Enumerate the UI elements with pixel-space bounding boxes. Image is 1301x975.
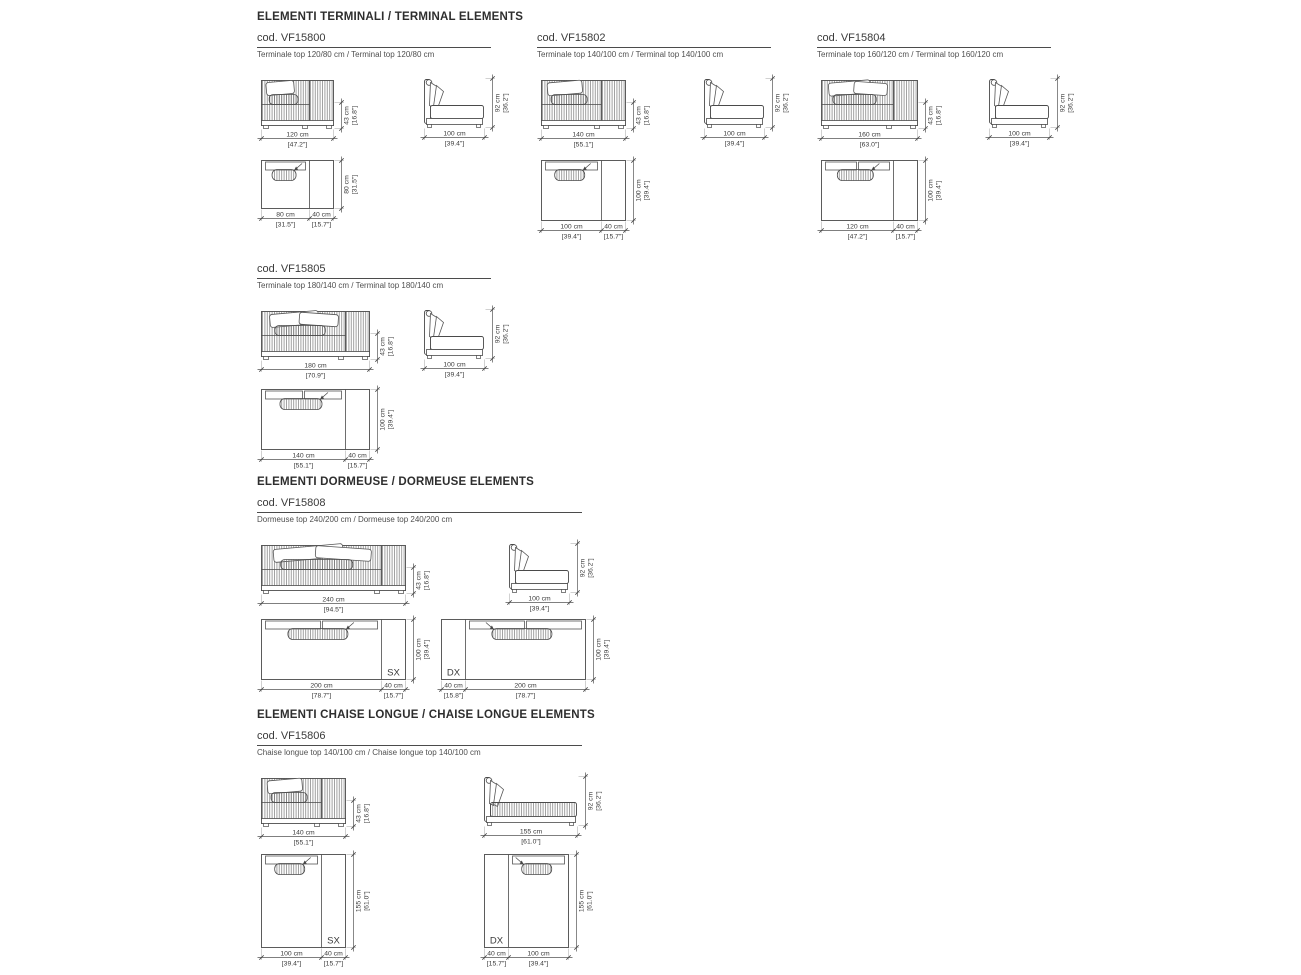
front-view-drawing <box>257 307 399 388</box>
plan-view-drawing <box>257 156 363 241</box>
product-subtitle: Terminale top 180/140 cm / Terminal top 180/140 cm <box>257 281 444 290</box>
divider-rule <box>257 47 491 48</box>
foot <box>399 591 404 594</box>
plan-view-svg <box>257 385 399 477</box>
dimension-label: 200 cm <box>310 682 333 690</box>
vertical-dimension <box>627 99 651 133</box>
foot <box>570 823 574 826</box>
vertical-dimension <box>371 386 395 454</box>
plan-view-drawing <box>537 156 655 253</box>
dimension-label: [78.7"] <box>311 692 332 700</box>
dimension-label: 200 cm <box>514 682 537 690</box>
plan-view-dx-drawing <box>437 615 615 712</box>
foot <box>477 125 481 128</box>
horizontal-dimension <box>258 210 338 229</box>
dimension-label: [47.2"] <box>847 233 868 241</box>
dimension-label: [39.4"] <box>528 960 549 968</box>
side-view-svg <box>985 72 1079 152</box>
vertical-dimension <box>407 564 431 598</box>
foot <box>488 823 492 826</box>
front-view-svg <box>257 541 435 617</box>
plan-view-svg <box>257 850 375 975</box>
bolster-cushion <box>288 629 348 640</box>
dimension-label: [16.8"] <box>643 105 651 126</box>
dimension-label: 40 cm <box>324 950 343 958</box>
horizontal-dimension <box>538 222 630 241</box>
foot <box>363 357 368 360</box>
bolster-cushion <box>833 95 876 105</box>
horizontal-dimension <box>258 828 350 847</box>
foot <box>315 824 320 827</box>
back-cushion <box>266 621 321 629</box>
foot <box>327 126 332 129</box>
bolster-cushion <box>281 560 353 570</box>
plan-view-svg <box>480 850 598 975</box>
base-plinth <box>707 119 763 125</box>
dimension-label: [15.7"] <box>311 221 332 229</box>
dimension-label: 120 cm <box>846 223 869 231</box>
horizontal-dimension <box>438 681 590 700</box>
vertical-dimension <box>347 797 371 831</box>
dimension-label: 155 cm <box>519 828 543 836</box>
foot <box>824 126 829 129</box>
dimension-label: [61.0"] <box>586 891 594 911</box>
plan-view-sx-drawing <box>257 615 435 712</box>
vertical-dimension <box>766 75 790 132</box>
dimension-label: [16.8"] <box>387 336 395 357</box>
dimension-label: 240 cm <box>322 596 345 604</box>
dimension-label: 43 cm <box>379 337 387 356</box>
dimension-label: 40 cm <box>896 223 915 231</box>
divider-rule <box>257 278 491 279</box>
vertical-dimension <box>335 157 359 213</box>
dimension-label: 100 cm <box>560 223 583 231</box>
bolster-cushion <box>269 95 298 105</box>
dimension-label: [39.4"] <box>561 233 582 241</box>
vertical-dimension <box>407 616 431 684</box>
base-plinth <box>427 350 483 356</box>
foot <box>264 126 269 129</box>
foot <box>264 824 269 827</box>
bolster-cushion <box>275 326 325 336</box>
section-title-dormeuse: ELEMENTI DORMEUSE / DORMEUSE ELEMENTS <box>257 476 535 488</box>
back-cushion <box>323 621 378 629</box>
front-view-drawing <box>817 76 947 157</box>
dimension-label: [39.4"] <box>281 960 302 968</box>
front-view-svg <box>817 76 947 152</box>
vertical-dimension <box>371 330 395 364</box>
front-view-svg <box>257 774 375 850</box>
bolster-cushion <box>837 170 873 181</box>
pillow <box>266 80 295 95</box>
base-plinth <box>262 819 346 824</box>
bolster-cushion <box>555 170 585 181</box>
plan-view-drawing <box>817 156 947 253</box>
vertical-dimension <box>347 851 371 952</box>
side-view-drawing <box>420 72 514 157</box>
foot <box>264 591 269 594</box>
base-plinth <box>262 352 370 357</box>
back-cushion <box>266 856 318 864</box>
foot <box>1042 125 1046 128</box>
dimension-label: 100 cm <box>379 408 387 431</box>
horizontal-dimension <box>538 130 630 149</box>
product-subtitle: Terminale top 160/120 cm / Terminal top 160/120 cm <box>817 50 1004 59</box>
section-title-terminal: ELEMENTI TERMINALI / TERMINAL ELEMENTS <box>257 11 524 23</box>
dimension-label: 43 cm <box>355 804 363 823</box>
seat <box>491 803 577 817</box>
pillow <box>299 312 339 327</box>
orientation-tag: SX <box>327 935 340 947</box>
dimension-label: [36.2"] <box>595 791 603 811</box>
vertical-dimension <box>587 616 611 684</box>
back-cushion <box>546 162 598 170</box>
vertical-dimension <box>627 157 651 225</box>
plan-view-svg <box>257 615 435 707</box>
front-view-svg <box>257 76 363 152</box>
dimension-label: 43 cm <box>343 106 351 125</box>
dimension-label: 92 cm <box>494 93 502 113</box>
vertical-dimension <box>919 157 943 225</box>
bolster-cushion <box>522 864 552 875</box>
foot <box>595 126 600 129</box>
dimension-label: [78.7"] <box>515 692 536 700</box>
foot <box>477 356 481 359</box>
section-title-chaise-longue: ELEMENTI CHAISE LONGUE / CHAISE LONGUE ELEMENTS <box>257 709 595 721</box>
dimension-label: 40 cm <box>444 682 463 690</box>
back-cushion <box>470 621 525 629</box>
dimension-label: 100 cm <box>443 361 466 369</box>
foot <box>339 357 344 360</box>
dimension-label: 100 cm <box>927 179 935 202</box>
side-view-drawing <box>505 537 599 622</box>
base-plinth <box>542 121 626 126</box>
vertical-dimension <box>486 306 510 363</box>
dimension-label: [36.2"] <box>587 558 595 578</box>
horizontal-dimension <box>701 129 769 148</box>
dimension-label: [39.4"] <box>529 605 550 613</box>
horizontal-dimension <box>258 130 338 149</box>
dimension-label: 160 cm <box>858 131 881 139</box>
foot <box>757 125 761 128</box>
plan-view-svg <box>817 156 947 248</box>
front-view-drawing <box>257 541 435 622</box>
back-cushion <box>826 162 857 170</box>
dimension-label: [39.4"] <box>643 180 651 201</box>
plan-view-svg <box>437 615 615 707</box>
orientation-tag: SX <box>387 667 400 679</box>
dimension-label: [55.1"] <box>573 141 594 149</box>
vertical-dimension <box>570 851 594 952</box>
foot <box>911 126 916 129</box>
base-plinth <box>512 584 568 590</box>
dimension-label: [15.7"] <box>323 960 344 968</box>
vertical-dimension <box>486 75 510 132</box>
dimension-label: 92 cm <box>587 791 595 811</box>
dimension-label: [55.1"] <box>293 462 314 470</box>
vertical-dimension <box>335 99 359 133</box>
dimension-label: [15.7"] <box>895 233 916 241</box>
front-view-drawing <box>257 774 375 855</box>
seat <box>996 106 1049 119</box>
dimension-label: 180 cm <box>304 362 327 370</box>
bolster-cushion <box>492 629 552 640</box>
side-view-drawing <box>985 72 1079 157</box>
dimension-label: 100 cm <box>635 179 643 202</box>
foot <box>339 824 344 827</box>
dimension-label: 100 cm <box>527 950 550 958</box>
dimension-label: 100 cm <box>280 950 303 958</box>
dimension-label: [39.4"] <box>724 140 745 148</box>
dimension-label: 92 cm <box>774 93 782 113</box>
pillow <box>547 80 583 96</box>
horizontal-dimension <box>421 360 489 379</box>
back-cushion <box>527 621 582 629</box>
foot <box>544 126 549 129</box>
dimension-label: [31.5"] <box>351 174 359 195</box>
product-code: cod. VF15805 <box>257 263 326 275</box>
seat <box>711 106 764 119</box>
horizontal-dimension <box>258 681 410 700</box>
dimension-label: 92 cm <box>1059 93 1067 113</box>
orientation-tag: DX <box>489 935 504 947</box>
dimension-label: 40 cm <box>604 223 623 231</box>
bolster-cushion <box>280 399 322 410</box>
side-view-drawing <box>700 72 794 157</box>
dimension-label: [39.4"] <box>1009 140 1030 148</box>
product-subtitle: Terminale top 140/100 cm / Terminal top 140/100 cm <box>537 50 724 59</box>
dimension-label: [16.8"] <box>363 803 371 824</box>
seat <box>431 337 484 350</box>
dimension-label: 40 cm <box>487 950 506 958</box>
dimension-label: [15.7"] <box>486 960 507 968</box>
dimension-label: [70.9"] <box>305 372 326 380</box>
product-vf15806 <box>257 730 637 968</box>
foot <box>303 126 308 129</box>
horizontal-dimension <box>258 451 374 470</box>
dimension-label: [39.4"] <box>387 409 395 430</box>
plan-view-svg <box>257 156 363 236</box>
product-subtitle: Terminale top 120/80 cm / Terminal top 120/80 cm <box>257 50 435 59</box>
base-plinth <box>262 121 334 126</box>
front-view-svg <box>257 307 399 383</box>
dimension-label: [16.8"] <box>351 105 359 126</box>
dimension-label: [15.7"] <box>347 462 368 470</box>
dimension-label: [39.4"] <box>423 639 431 660</box>
dimension-label: 43 cm <box>635 106 643 125</box>
dimension-label: 140 cm <box>572 131 595 139</box>
bolster-cushion <box>272 170 296 181</box>
dimension-label: 40 cm <box>348 452 367 460</box>
front-view-drawing <box>537 76 655 157</box>
vertical-dimension <box>919 99 943 133</box>
foot <box>619 126 624 129</box>
horizontal-dimension <box>818 130 922 149</box>
dimension-label: 100 cm <box>443 130 466 138</box>
dimension-label: [61.0"] <box>363 891 371 911</box>
dimension-label: 40 cm <box>312 211 331 219</box>
dimension-label: 100 cm <box>528 595 551 603</box>
foot <box>993 125 997 128</box>
divider-rule <box>257 745 582 746</box>
horizontal-dimension <box>258 595 410 614</box>
horizontal-dimension <box>481 949 573 968</box>
dimension-label: [39.4"] <box>603 639 611 660</box>
product-vf15804 <box>817 32 1097 241</box>
plan-view-drawing <box>257 385 399 482</box>
bolster-cushion <box>271 793 307 803</box>
dimension-label: [39.4"] <box>444 140 465 148</box>
seat <box>516 571 569 584</box>
dimension-label: 92 cm <box>579 558 587 578</box>
vertical-dimension <box>571 540 595 597</box>
product-vf15808 <box>257 497 637 700</box>
vertical-dimension <box>579 773 603 830</box>
dimension-label: [63.0"] <box>859 141 880 149</box>
dimension-label: [16.8"] <box>423 570 431 591</box>
foot <box>428 356 432 359</box>
foot <box>887 126 892 129</box>
product-vf15805 <box>257 263 537 470</box>
dimension-label: 100 cm <box>415 638 423 661</box>
product-vf15800 <box>257 32 537 229</box>
dimension-label: 140 cm <box>292 452 315 460</box>
dimension-label: [39.4"] <box>935 180 943 201</box>
bolster-cushion <box>551 95 587 105</box>
dimension-label: 100 cm <box>1008 130 1031 138</box>
horizontal-dimension <box>986 129 1054 148</box>
dimension-label: 80 cm <box>343 175 351 194</box>
foot <box>513 590 517 593</box>
side-view-drawing <box>420 303 514 388</box>
seat <box>431 106 484 119</box>
foot <box>264 357 269 360</box>
dimension-label: [15.7"] <box>383 692 404 700</box>
horizontal-dimension <box>258 949 350 968</box>
product-code: cod. VF15806 <box>257 730 326 742</box>
foot <box>428 125 432 128</box>
dimension-label: [16.8"] <box>935 105 943 126</box>
dimension-label: 140 cm <box>292 829 315 837</box>
pillow <box>854 81 888 95</box>
front-view-svg <box>537 76 655 152</box>
dimension-label: [15.8"] <box>443 692 464 700</box>
base-plinth <box>427 119 483 125</box>
dimension-label: [15.7"] <box>603 233 624 241</box>
dimension-label: 43 cm <box>927 106 935 125</box>
product-vf15802 <box>537 32 817 241</box>
dimension-label: 43 cm <box>415 571 423 590</box>
dimension-label: [36.2"] <box>782 93 790 113</box>
base-plinth <box>822 121 918 126</box>
product-code: cod. VF15808 <box>257 497 326 509</box>
product-code: cod. VF15800 <box>257 32 326 44</box>
foot <box>562 590 566 593</box>
dimension-label: 155 cm <box>355 889 363 913</box>
base-plinth <box>992 119 1048 125</box>
dimension-label: [94.5"] <box>323 606 344 614</box>
product-subtitle: Dormeuse top 240/200 cm / Dormeuse top 240/200 cm <box>257 515 453 524</box>
side-view-svg <box>505 537 599 617</box>
vertical-dimension <box>1051 75 1075 132</box>
horizontal-dimension <box>258 361 374 380</box>
back-cushion <box>266 391 303 399</box>
side-view-svg <box>420 72 514 152</box>
dimension-label: [55.1"] <box>293 839 314 847</box>
dimension-label: 92 cm <box>494 324 502 344</box>
product-code: cod. VF15802 <box>537 32 606 44</box>
dimension-label: 100 cm <box>723 130 746 138</box>
plan-view-sx-drawing <box>257 850 375 975</box>
horizontal-dimension <box>506 594 574 613</box>
dimension-label: [61.0"] <box>521 838 541 846</box>
dimension-label: [31.5"] <box>275 221 296 229</box>
dimension-label: [39.4"] <box>444 371 465 379</box>
horizontal-dimension <box>421 129 489 148</box>
dimension-label: [36.2"] <box>502 93 510 113</box>
dimension-label: 120 cm <box>286 131 309 139</box>
divider-rule <box>817 47 1051 48</box>
dimension-label: 100 cm <box>595 638 603 661</box>
side-view-svg <box>420 303 514 383</box>
side-view-svg <box>700 72 794 152</box>
base-plinth <box>487 817 576 823</box>
foot <box>708 125 712 128</box>
dimension-label: 80 cm <box>276 211 295 219</box>
product-subtitle: Chaise longue top 140/100 cm / Chaise longue top 140/100 cm <box>257 748 481 757</box>
plan-view-dx-drawing <box>480 850 598 975</box>
divider-rule <box>537 47 771 48</box>
plan-view-svg <box>537 156 655 248</box>
side-view-drawing <box>480 770 607 855</box>
product-code: cod. VF15804 <box>817 32 886 44</box>
side-view-svg <box>480 770 607 850</box>
base-plinth <box>262 586 406 591</box>
dimension-label: [47.2"] <box>287 141 308 149</box>
orientation-tag: DX <box>446 667 461 679</box>
horizontal-dimension <box>481 827 582 846</box>
dimension-label: [36.2"] <box>1067 93 1075 113</box>
bolster-cushion <box>275 864 305 875</box>
foot <box>375 591 380 594</box>
horizontal-dimension <box>818 222 922 241</box>
pillow <box>267 778 303 794</box>
divider-rule <box>257 512 582 513</box>
front-view-drawing <box>257 76 363 157</box>
dimension-label: [36.2"] <box>502 324 510 344</box>
dimension-label: 155 cm <box>578 889 586 913</box>
dimension-label: 40 cm <box>384 682 403 690</box>
